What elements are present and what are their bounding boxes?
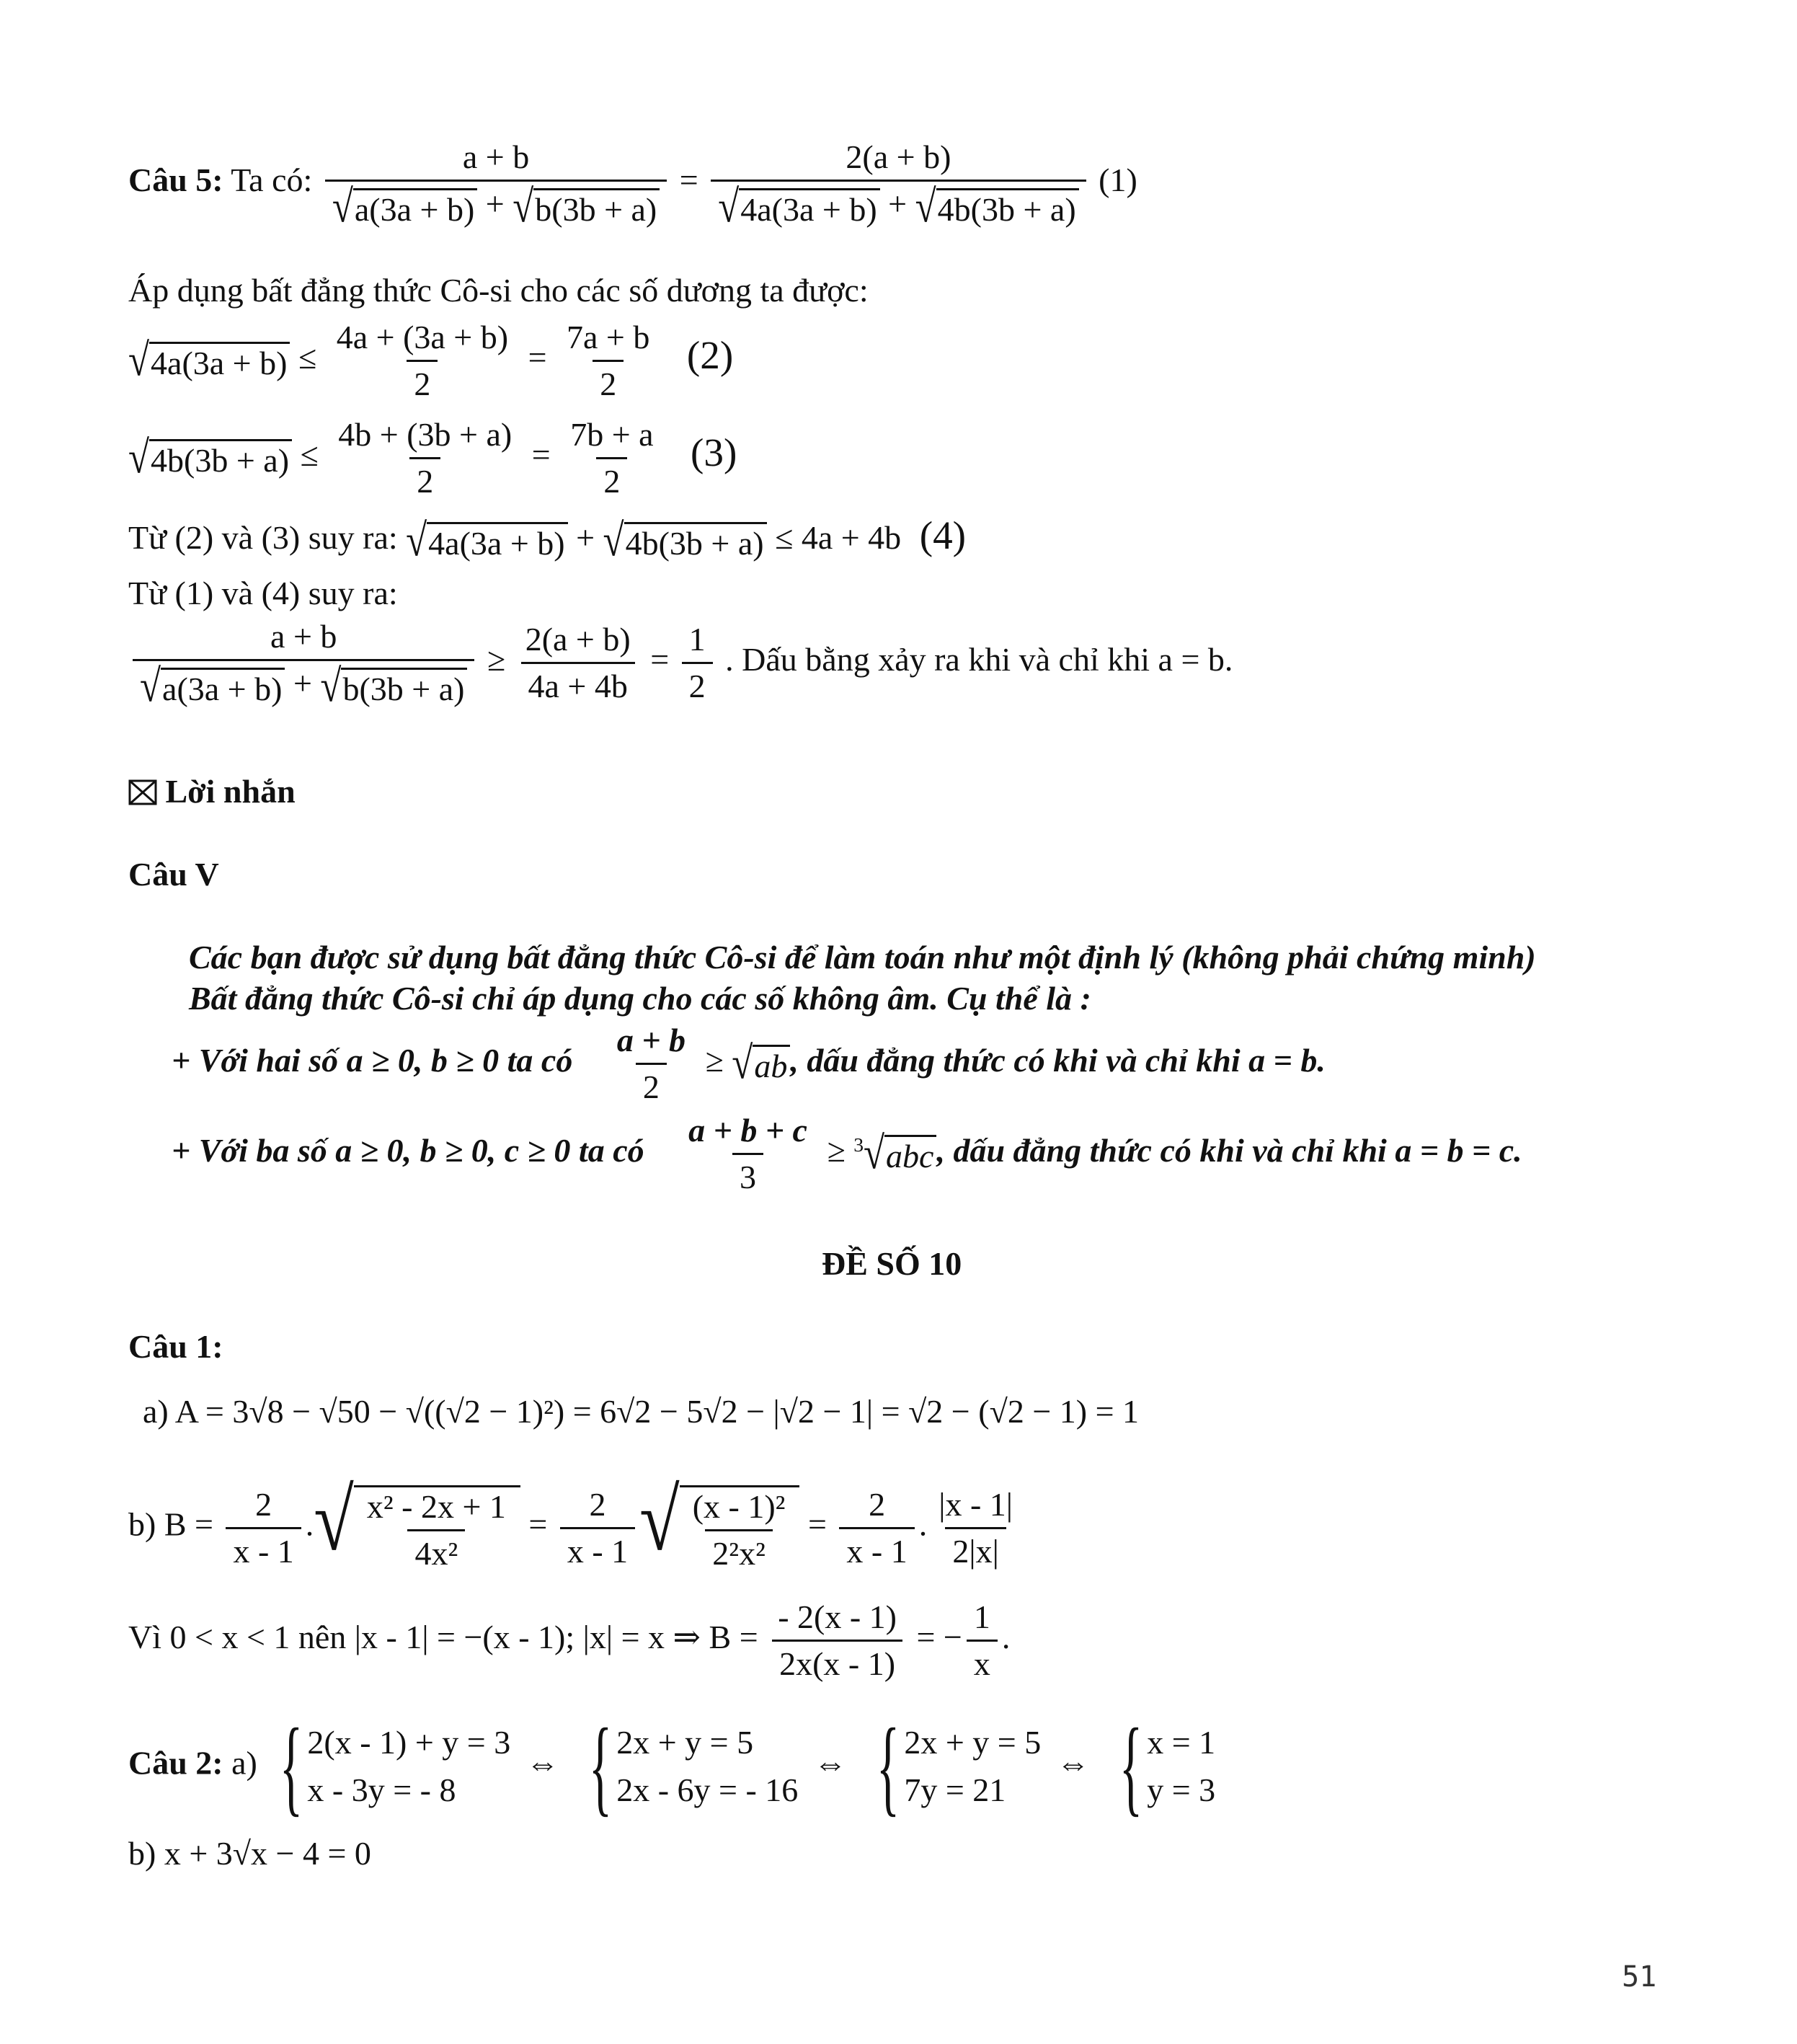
frac-numerator: a + b [462,138,530,175]
text: ≤ 4a + 4b [775,519,902,556]
cau5-intro: Ta có: [231,162,313,199]
radicand [354,1485,520,1570]
text: + Với ba số a ≥ 0, b ≥ 0, c ≥ 0 ta có [172,1132,644,1169]
root-index: 3 [853,1133,864,1156]
frac-numerator: 1 [688,620,706,658]
frac-numerator: 2(a + b) [525,620,631,658]
cau5-frac1 [325,138,667,232]
frac [331,418,519,498]
equiv-symbol: ⇔ [525,1744,559,1782]
frac-numerator: 1 [973,1598,990,1635]
cau5-ineq3: √ 4b(3b + a) ≤ $\frac{4b + (3b + a)}{2}$ = $\frac{7b + a}{2}$ (3) [128,416,737,500]
text: Từ (2) và (3) suy ra: [128,519,398,556]
text: b) B = [128,1505,213,1543]
system-1: { 2(x - 1) + y = 3 x - 3y = - 8 [280,1707,511,1826]
text: , dấu đẳng thức có khi và chỉ khi a = b = c. [936,1132,1522,1169]
frac-numerator: |x - 1| [939,1485,1013,1523]
tag-1: (1) [1099,162,1137,199]
system-row: 7y = 21 [904,1771,1006,1808]
cau5-from14: Từ (1) và (4) suy ra: [128,575,398,611]
radicand: b(3b + a) [533,188,660,226]
frac-denominator: 2 [593,360,624,401]
frac [559,321,657,401]
page-number: 51 [1622,1960,1657,1994]
cube-root: 3 √ abc [853,1135,936,1173]
equiv-symbol: ⇔ [1056,1744,1090,1782]
frac [685,1490,793,1570]
de10-cau2-b: b) x + 3√x − 4 = 0 [128,1835,371,1872]
sqrt: √ a(3a + b) [332,188,477,226]
de10-cau1-b: b) B = $\frac{2}{x - 1}$ . √ $\frac{\text{x² - 2x + 1}}{\text{4x²}}$ = $\frac{2}{x - 1}$ √ $\frac{\text{(x - 1)²}}{\text{2²x²}}$ = $\frac{2}{x - 1}$ . $\frac{|x - 1|}{2|x|}$ [128,1485,1024,1570]
sqrt: √ 4a(3a + b) [406,522,567,560]
note-line1: Các bạn được sử dụng bất đẳng thức Cô-si để làm toán như một định lý (không phải chứng minh) [189,939,1536,975]
text: a) [231,1744,257,1782]
note-heading: Câu V [128,856,219,893]
frac [771,1598,904,1682]
sqrt: √ b(3b + a) [513,188,660,226]
frac-numerator: a + b + c [688,1112,807,1149]
system-row: y = 3 [1147,1771,1216,1808]
tag-2: (2) [686,333,734,378]
note-title: Lời nhắn [165,773,296,810]
de10-cau1: Câu 1: [128,1328,223,1365]
frac [610,1024,693,1104]
sqrt: √ $\frac{\text{(x - 1)²}}{\text{2²x²}}$ [639,1485,799,1570]
note-title-row [128,775,296,808]
sqrt: √ 4b(3b + a) [915,188,1079,226]
de10-title: ĐỀ SỐ 10 [822,1245,962,1282]
frac-denominator: x [967,1640,998,1681]
frac [967,1598,998,1682]
radicand: 4a(3a + b) [739,188,879,226]
frac [682,620,713,704]
sqrt: √ 4b(3b + a) [128,439,292,477]
sqrt: √ 4a(3a + b) [128,342,290,380]
system-2: { 2x + y = 5 2x - 6y = - 16 [589,1707,799,1826]
frac-numerator: (x - 1)² [692,1488,786,1525]
radicand: 4b(3b + a) [149,439,292,477]
system-3: { 2x + y = 5 7y = 21 [877,1707,1042,1826]
cau5-final: a + b √ a(3a + b) + √ b(3b + a) ≥ $\frac{2(a + b)}{4a + 4b}$ = $\frac{1}{2}$ . Dấu bằng xảy ra khi và chỉ khi a = b. [128,620,1233,706]
frac-numerator: 2 [589,1485,606,1523]
tag-4: (4) [919,513,967,557]
frac-denominator: 2|x| [945,1527,1006,1568]
de10-vi: Vì 0 < x < 1 nên |x - 1| = −(x - 1); |x| = x ⇒ B = $\frac{- 2(x - 1)}{2x(x - 1)}$ = − $\frac{1}{x}$ . [128,1598,1011,1682]
frac-numerator: 4b + (3b + a) [338,416,513,453]
radicand: ab [753,1045,790,1083]
note-line2: Bất đẳng thức Cô-si chỉ áp dụng cho các số không âm. Cụ thể là : [189,980,1091,1017]
system-row: x - 3y = - 8 [307,1771,456,1808]
system-row: 2(x - 1) + y = 3 [307,1724,511,1761]
frac-denominator: 2 [596,457,627,498]
note-three-numbers: + Với ba số a ≥ 0, b ≥ 0, c ≥ 0 ta có $\frac{a + b + c}{3}$ ≥ 3 √ abc , dấu đẳng thức có khi và chỉ khi a = b = c. [172,1112,1522,1195]
radicand: abc [884,1135,936,1173]
frac [931,1485,1020,1570]
cau5-apply: Áp dụng bất đẳng thức Cô-si cho các số dương ta được: [128,272,869,309]
frac-denominator: x - 1 [839,1527,914,1568]
frac-denominator: 2x(x - 1) [772,1640,902,1681]
frac-numerator: a + b [616,1022,686,1058]
radicand: b(3b + a) [341,668,467,706]
cau5-ineq2: √ 4a(3a + b) ≤ $\frac{4a + (3a + b)}{2}$ = $\frac{7a + b}{2}$ (2) [128,319,734,402]
cau5-line1: Câu 5: Ta có: a + b √ a(3a + b) + √ b(3b + a) = 2(a + b) √ 4a(3a + b) + √ 4b(3b + a) (1) [128,138,1137,232]
radicand: 4b(3b + a) [936,188,1079,226]
frac [563,418,660,498]
text: . Dấu bằng xảy ra khi và chỉ khi a = b. [725,641,1233,678]
frac-denominator: 2 [636,1063,667,1104]
note-two-numbers: + Với hai số a ≥ 0, b ≥ 0 ta có $\frac{a + b}{2}$ ≥ √ ab , dấu đẳng thức có khi và chỉ khi a = b. [172,1022,1326,1105]
frac-denominator: √ 4a(3a + b) + √ 4b(3b + a) [711,180,1086,226]
frac-numerator: - 2(x - 1) [778,1598,897,1635]
system-row: x = 1 [1147,1724,1216,1761]
frac-numerator: 2 [255,1485,272,1523]
system-4: { x = 1 y = 3 [1119,1707,1216,1826]
radicand: 4b(3b + a) [624,522,767,560]
equiv-symbol: ⇔ [813,1744,847,1782]
radicand: 4a(3a + b) [427,522,567,560]
frac [681,1114,815,1194]
sqrt: √ 4a(3a + b) [718,188,879,226]
frac-denominator: 2 [682,662,713,703]
frac [329,321,515,401]
frac [518,620,638,704]
text: , dấu đẳng thức có khi và chỉ khi a = b. [790,1042,1326,1079]
radicand: a(3a + b) [161,668,285,706]
system-row: 2x - 6y = - 16 [616,1771,799,1808]
frac-numerator: 2(a + b) [846,138,951,175]
tag-3: (3) [691,430,737,475]
frac-numerator: a + b [270,618,337,655]
frac-denominator: 2 [409,457,440,498]
frac [226,1485,301,1570]
de10-cau2 [128,1707,1216,1826]
cau5-label: Câu 5: [128,162,223,199]
system-row: 2x + y = 5 [904,1724,1042,1761]
sqrt: √ 4b(3b + a) [603,522,767,560]
frac [560,1485,635,1570]
sqrt: √ $\frac{\text{x² - 2x + 1}}{\text{4x²}}$ [314,1485,520,1570]
frac-denominator: 2 [407,360,438,401]
envelope-icon [128,779,157,805]
frac-denominator: x - 1 [226,1527,301,1568]
frac-numerator: x² - 2x + 1 [366,1488,506,1525]
system-row: 2x + y = 5 [616,1724,754,1761]
radicand: 4a(3a + b) [149,342,290,380]
de10-cau1-a: a) A = 3√8 − √50 − √((√2 − 1)²) = 6√2 − 5√2 − |√2 − 1| = √2 − (√2 − 1) = 1 [143,1393,1140,1430]
frac-denominator: √ a(3a + b) + √ b(3b + a) [133,659,474,706]
frac-denominator: 4a + 4b [521,662,635,703]
frac [360,1490,513,1570]
frac-denominator: 3 [732,1153,763,1194]
radicand [680,1485,800,1570]
frac-denominator: 4x² [407,1529,465,1570]
cau2-label: Câu 2: [128,1744,223,1782]
frac-numerator: 4a + (3a + b) [336,319,509,355]
frac-numerator: 7b + a [570,416,654,453]
frac-denominator: 2²x² [705,1529,773,1570]
frac-denominator: √ a(3a + b) + √ b(3b + a) [325,180,667,226]
frac [839,1485,914,1570]
text: + Với hai số a ≥ 0, b ≥ 0 ta có [172,1042,573,1079]
frac-numerator: 2 [869,1485,886,1523]
cau5-from23: Từ (2) và (3) suy ra: √ 4a(3a + b) + √ 4b(3b + a) ≤ 4a + 4b (4) [128,513,967,566]
sqrt: √ ab [732,1045,790,1083]
frac-denominator: x - 1 [560,1527,635,1568]
sqrt: √ a(3a + b) [140,668,285,706]
cau5-frac2 [711,138,1086,232]
radicand: a(3a + b) [353,188,477,226]
sqrt: √ b(3b + a) [320,668,467,706]
frac [133,618,474,712]
text: Vì 0 < x < 1 nên |x - 1| = −(x - 1); |x| = x ⇒ B = [128,1619,758,1656]
frac-numerator: 7a + b [567,319,650,355]
